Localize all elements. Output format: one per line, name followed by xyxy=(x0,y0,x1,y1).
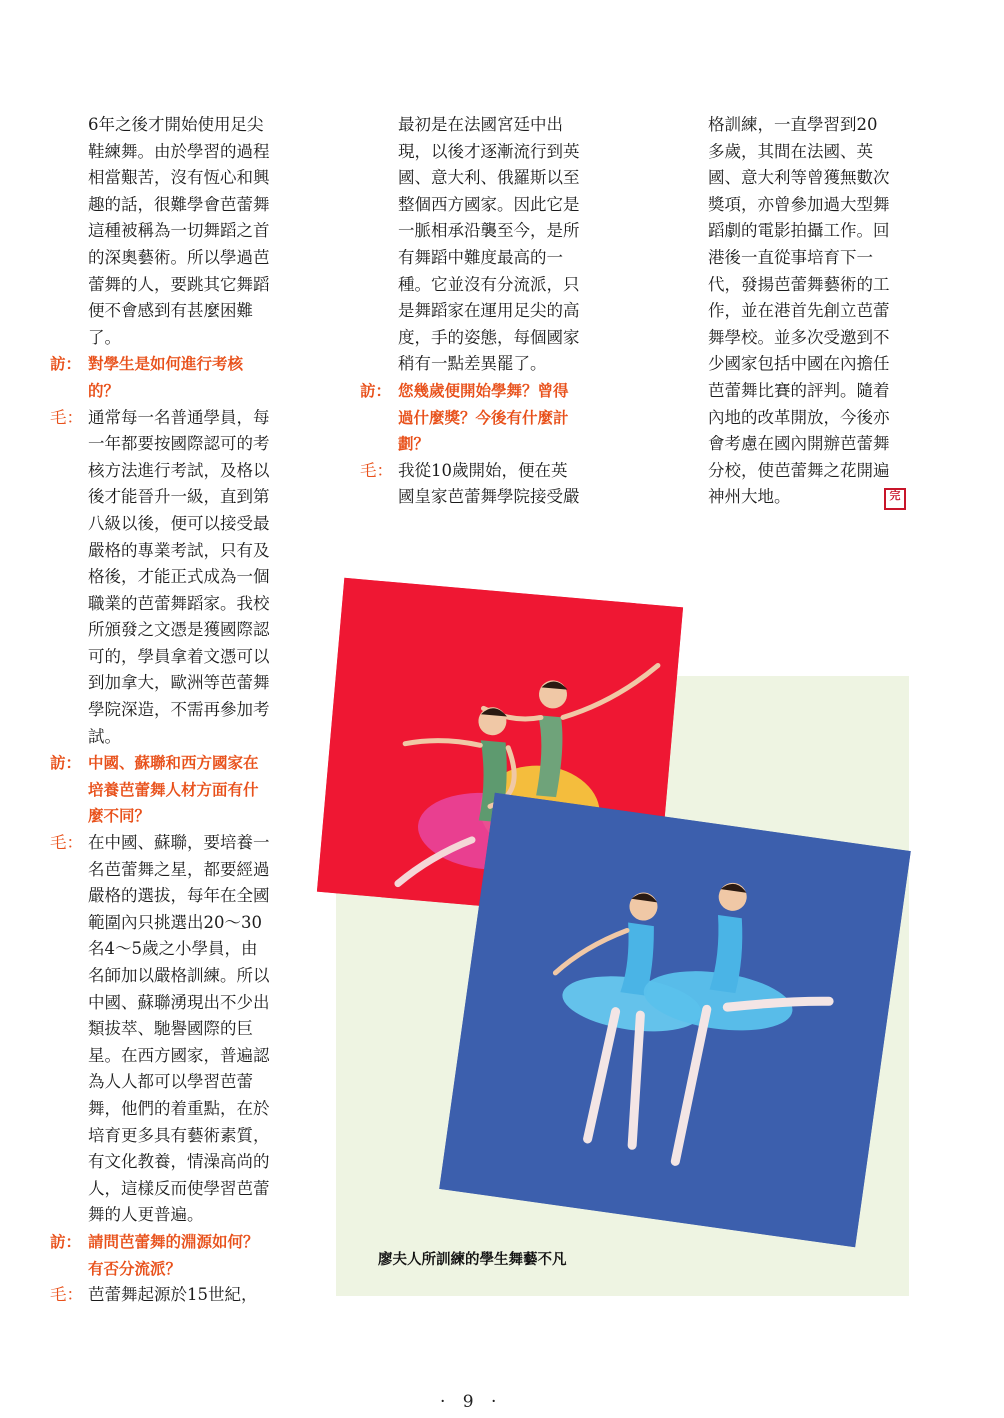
speaker-label: 訪： xyxy=(50,754,82,773)
dancers-photo-blue xyxy=(439,793,911,1248)
end-seal-icon xyxy=(884,488,906,510)
speaker-label: 訪： xyxy=(360,381,392,400)
question-text: 請問芭蕾舞的淵源如何？ 有否分流派？ xyxy=(88,1232,259,1278)
paragraph-text: 格訓練，一直學習到20 多歲，其間在法國、英 國、意大利等曾獲無數次 獎項，亦曾參加過大型舞 蹈劇的電影拍攝工作。回 港後一直從事培育下一 代，發揚芭蕾舞藝術的工 作，並在港首先創立芭蕾 舞學校。並多次受邀到不 少國家包括中國在內擔任 芭蕾舞比賽的評判。隨着 內地的改革開放，今後亦 會考慮在國內開辦芭蕾舞 分校，使芭蕾舞之花開遍 神州大地。 xyxy=(708,115,890,507)
speaker-label: 訪： xyxy=(50,1232,82,1251)
speaker-label: 訪： xyxy=(50,355,82,374)
paragraph xyxy=(360,112,614,378)
paragraph-text: 最初是在法國宮廷中出 現，以後才逐漸流行到英 國、意大利、俄羅斯以至 整個西方國家。因此它是 一脈相承沿襲至今，是所 有舞蹈中難度最高的一 種。它並沒有分流派，只 是舞蹈家在運用足尖的高 度，手的姿態，每個國家 稍有一點差異罷了。 xyxy=(398,115,580,374)
answer-text: 我從10歲開始，便在英 國皇家芭蕾舞學院接受嚴 xyxy=(398,460,580,507)
answer xyxy=(360,458,614,511)
paragraph-text: 6年之後才開始使用足尖 鞋練舞。由於學習的過程 相當艱苦，沒有恆心和興 趣的話，很難學會芭蕾舞 這種被稱為一切舞蹈之首 的深奧藝術。所以學過芭 蕾舞的人，要跳其它舞蹈 便不會感到有甚麼困難 了。 xyxy=(88,115,270,347)
interviewer-question xyxy=(50,750,300,830)
answer xyxy=(50,830,300,1229)
text-column-2 xyxy=(360,112,614,511)
dancers-blue-illustration xyxy=(439,793,911,1248)
question-text: 對學生是如何進行考核 的？ xyxy=(88,355,244,400)
answer-text: 在中國、蘇聯，要培養一 名芭蕾舞之星，都要經過 嚴格的選拔，每年在全國 範圍內只挑選出20～30 名4～5歲之小學員，由 名師加以嚴格訓練。所以 中國、蘇聯湧現出不少出 類拔萃、馳譽國際的巨 星。在西方國家，普遍認 為人人都可以學習芭蕾 舞，他們的着重點，在於 培育更多具有藝術素質， 有文化教養，情澡高尚的 人，這樣反而使學習芭蕾 舞的人更普遍。 xyxy=(88,833,270,1225)
speaker-label: 毛： xyxy=(50,833,83,853)
interviewer-question xyxy=(50,1229,300,1282)
text-column-1 xyxy=(50,112,300,1309)
paragraph xyxy=(50,112,300,351)
question-text: 您幾歲便開始學舞？曾得 過什麼獎？今後有什麼計 劃？ xyxy=(398,381,569,454)
text-column-3 xyxy=(708,112,928,511)
speaker-label: 毛： xyxy=(360,460,393,480)
speaker-label: 毛： xyxy=(50,1285,83,1305)
speaker-label: 毛： xyxy=(50,407,83,427)
answer xyxy=(50,1282,300,1309)
interviewer-question xyxy=(50,351,300,404)
answer xyxy=(50,405,300,751)
page-number: · 9 · xyxy=(440,1392,503,1412)
seal-text: 完 xyxy=(889,489,901,502)
interviewer-question xyxy=(360,378,614,458)
answer-text: 通常每一名普通學員，每 一年都要按國際認可的考 核方法進行考試，及格以 後才能晉升一級，直到第 八級以後，便可以接受最 嚴格的專業考試，只有及 格後，才能正式成為一個 職業的芭蕾舞蹈家。我校 所頒發之文憑是獲國際認 可的，學員拿着文憑可以 到加拿大，歐洲等芭蕾舞 學院深造，不需再參加考 試。 xyxy=(88,407,270,746)
question-text: 中國、蘇聯和西方國家在 培養芭蕾舞人材方面有什 麼不同？ xyxy=(88,754,259,826)
photo-caption: 廖夫人所訓練的學生舞藝不凡 xyxy=(378,1252,567,1268)
answer-text: 芭蕾舞起源於15世紀， xyxy=(88,1285,258,1305)
